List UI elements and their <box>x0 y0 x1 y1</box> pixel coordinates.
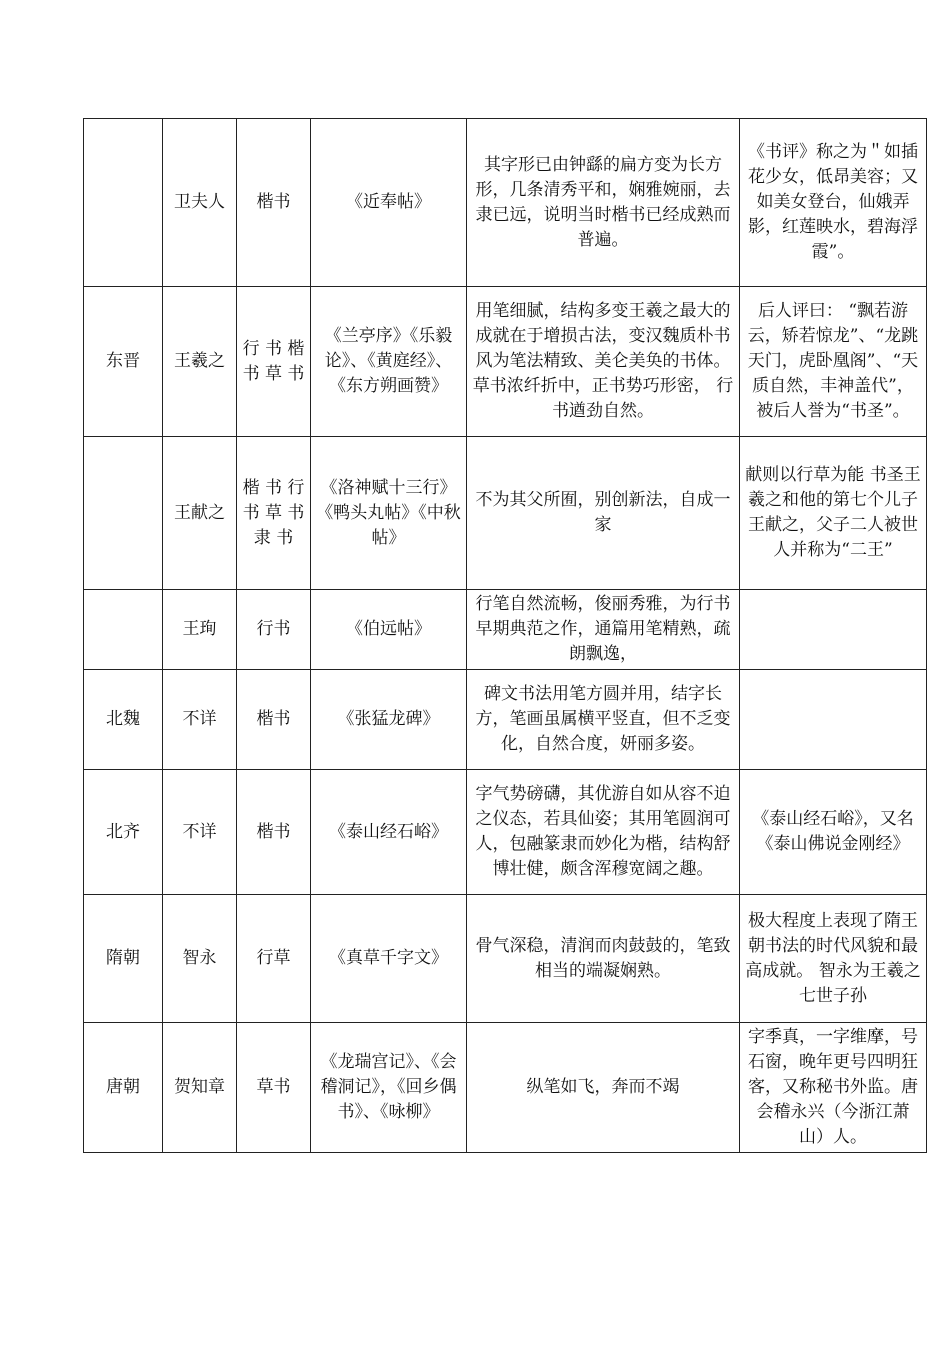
script-style-cell: 楷书 <box>237 119 311 287</box>
calligrapher-cell: 不详 <box>163 670 237 770</box>
description-cell: 字气势磅礴，其优游自如从容不迫之仪态，若具仙姿；其用笔圆润可人，包融篆隶而妙化为楷，结构舒博壮健，颇含浑穆宽阔之趣。 <box>467 770 740 895</box>
calligrapher-cell: 智永 <box>163 895 237 1023</box>
note-cell: 字季真，一字维摩，号石窗，晚年更号四明狂客，又称秘书外监。唐会稽永兴（今浙江萧山）人。 <box>740 1023 927 1153</box>
calligrapher-cell: 不详 <box>163 770 237 895</box>
script-style-cell: 行书 <box>237 590 311 670</box>
note-cell: 献则以行草为能 书圣王羲之和他的第七个儿子王献之，父子二人被世人并称为“二王” <box>740 437 927 590</box>
works-cell: 《张猛龙碑》 <box>311 670 467 770</box>
calligrapher-cell: 王羲之 <box>163 287 237 437</box>
table-row <box>84 895 927 1023</box>
description-cell: 用笔细腻，结构多变王羲之最大的成就在于增损古法，变汉魏质朴书风为笔法精致、美仑美奂的书体。草书浓纤折中，正书势巧形密， 行书遒劲自然。 <box>467 287 740 437</box>
calligrapher-cell: 卫夫人 <box>163 119 237 287</box>
works-cell: 《泰山经石峪》 <box>311 770 467 895</box>
table-row <box>84 437 927 590</box>
works-cell: 《真草千字文》 <box>311 895 467 1023</box>
dynasty-cell: 唐朝 <box>84 1023 163 1153</box>
description-cell: 纵笔如飞，奔而不竭 <box>467 1023 740 1153</box>
script-style-cell: 楷书 <box>237 670 311 770</box>
note-cell: 《泰山经石峪》，又名《泰山佛说金刚经》 <box>740 770 927 895</box>
table-row <box>84 119 927 287</box>
description-cell: 骨气深稳，清润而肉鼓鼓的，笔致相当的端凝娴熟。 <box>467 895 740 1023</box>
calligraphy-table <box>83 118 927 1153</box>
table-row <box>84 287 927 437</box>
works-cell: 《伯远帖》 <box>311 590 467 670</box>
dynasty-cell: 东晋 <box>84 287 163 437</box>
note-cell <box>740 670 927 770</box>
note-cell: 极大程度上表现了隋王朝书法的时代风貌和最高成就。 智永为王羲之七世子孙 <box>740 895 927 1023</box>
calligrapher-cell: 王献之 <box>163 437 237 590</box>
works-cell: 《洛神赋十三行》《鸭头丸帖》《中秋帖》 <box>311 437 467 590</box>
script-style-cell: 楷书 <box>237 770 311 895</box>
script-style-text: 行 书 楷 书 草 书 <box>242 338 305 384</box>
dynasty-cell <box>84 590 163 670</box>
works-cell: 《龙瑞宫记》、《会稽洞记》，《回乡偶书》、《咏柳》 <box>311 1023 467 1153</box>
script-style-cell: 草书 <box>237 1023 311 1153</box>
script-style-text: 楷 书 行 书 草 书 隶 书 <box>242 477 305 548</box>
note-cell: 后人评曰： “飘若游云，矫若惊龙”、“龙跳天门，虎卧凰阁”、“天质自然，丰神盖代”，被后人誉为“书圣”。 <box>740 287 927 437</box>
dynasty-cell <box>84 437 163 590</box>
description-cell: 其字形已由钟繇的扁方变为长方形，几条清秀平和，娴雅婉丽，去隶已远，说明当时楷书已经成熟而普遍。 <box>467 119 740 287</box>
dynasty-cell: 北齐 <box>84 770 163 895</box>
script-style-cell <box>237 287 311 437</box>
table-row <box>84 590 927 670</box>
note-cell <box>740 590 927 670</box>
table-row <box>84 1023 927 1153</box>
description-cell: 碑文书法用笔方圆并用，结字长方，笔画虽属横平竖直，但不乏变化，自然合度，妍丽多姿。 <box>467 670 740 770</box>
note-cell: 《书评》称之为＂如插花少女，低昂美容；又如美女登台，仙娥弄影，红莲映水，碧海浮霞”。 <box>740 119 927 287</box>
script-style-cell <box>237 437 311 590</box>
calligrapher-cell: 贺知章 <box>163 1023 237 1153</box>
dynasty-cell: 隋朝 <box>84 895 163 1023</box>
dynasty-cell: 北魏 <box>84 670 163 770</box>
works-cell: 《近奉帖》 <box>311 119 467 287</box>
description-cell: 行笔自然流畅，俊丽秀雅，为行书早期典范之作，通篇用笔精熟，疏朗飘逸， <box>467 590 740 670</box>
calligrapher-cell: 王珣 <box>163 590 237 670</box>
works-cell: 《兰亭序》《乐毅论》、《黄庭经》、《东方朔画赞》 <box>311 287 467 437</box>
script-style-cell: 行草 <box>237 895 311 1023</box>
table-row <box>84 770 927 895</box>
description-cell: 不为其父所囿，别创新法，自成一家 <box>467 437 740 590</box>
dynasty-cell <box>84 119 163 287</box>
table-row <box>84 670 927 770</box>
